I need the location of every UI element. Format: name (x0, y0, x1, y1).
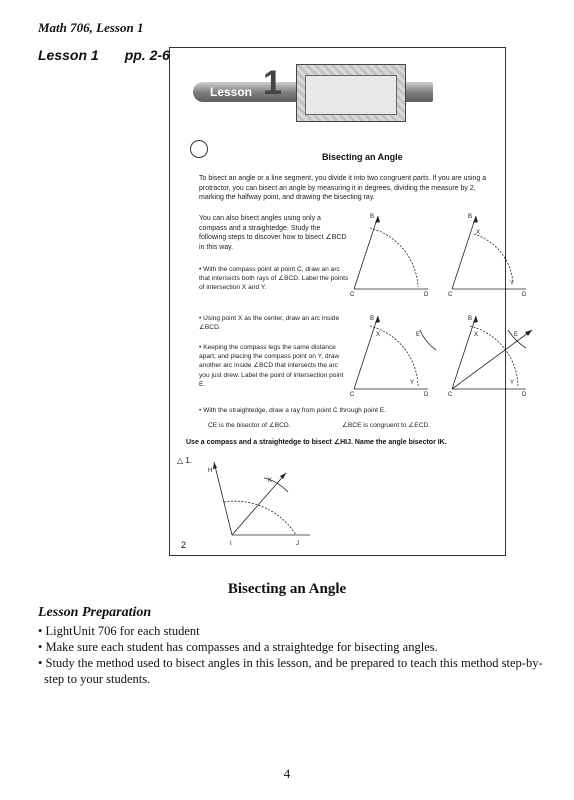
course-header: Math 706, Lesson 1 (38, 20, 144, 35)
label-d1: D (424, 292, 429, 298)
conclusion-congruent: ∠BCE is congruent to ∠ECD. (342, 422, 431, 429)
exercise-instruction: Use a compass and a straightedge to bisect ∠HIJ. Name the angle bisector IK. (186, 439, 447, 446)
label-j: J (296, 541, 299, 547)
list-item: • Study the method used to bisect angles in this lesson, and be prepared to teach this method step-by-step to your students. (38, 656, 543, 686)
banner-number: 1 (263, 64, 282, 102)
compass-intro: You can also bisect angles using only a compass and a straightedge. Study the following steps to discover how to bisect ∠BCD in this way. (199, 215, 347, 251)
preparation-title: Lesson Preparation (38, 605, 152, 620)
intro-paragraph: To bisect an angle or a line segment, you divide it into two congruent parts. If you are using a protractor, you can bisect an angle by measuring it in degrees, dividing the measure by 2, marking the halfway point, and drawing the bisecting ray. (199, 175, 487, 201)
step-2: • Using point X as the center, draw an arc inside ∠BCD. (199, 315, 340, 332)
label-e3: E (416, 332, 421, 338)
label-b4: B (468, 316, 473, 322)
label-b3: B (370, 316, 375, 322)
label-b1: B (370, 214, 375, 220)
label-c1: C (350, 292, 355, 298)
label-k: K (268, 478, 273, 484)
label-e4: E (514, 332, 519, 338)
page-range: pp. 2-6 (124, 47, 170, 63)
conclusion-bisector: CE is the bisector of ∠BCD. (208, 422, 291, 429)
label-c2: C (448, 292, 453, 298)
page-number: 4 (283, 766, 291, 781)
label-c3: C (350, 392, 355, 398)
label-y2: Y (510, 281, 515, 287)
label-y4: Y (510, 380, 515, 386)
step-1: • With the compass point at point C, draw an arc that intersects both rays of ∠BCD. Label the points of intersection X and Y. (199, 266, 349, 292)
label-c4: C (448, 392, 453, 398)
step-4: • With the straightedge, draw a ray from point C through point E. (199, 407, 387, 414)
banner-label: Lesson (210, 85, 253, 99)
label-d2: D (522, 292, 527, 298)
list-item: • Make sure each student has compasses and a straightedge for bisecting angles. (38, 640, 438, 654)
label-x2: X (476, 230, 481, 236)
step-3: • Keeping the compass legs the same distance apart, and placing the compass point on Y, draw another arc inside ∠BCD that intersects the arc you just drew. Label the point of intersection point E. (199, 344, 344, 388)
problem-label: △ 1. (177, 456, 193, 465)
label-d3: D (424, 392, 429, 398)
scan-page-number: 2 (181, 540, 187, 550)
label-d4: D (522, 392, 527, 398)
label-y3: Y (410, 380, 415, 386)
label-x3: X (376, 332, 381, 338)
label-h: H (208, 468, 213, 474)
lesson-label: Lesson 1 (38, 47, 99, 63)
label-x4: X (474, 332, 479, 338)
label-b2: B (468, 214, 473, 220)
preparation-list (38, 623, 558, 687)
label-i: I (230, 541, 232, 547)
figure-caption: Bisecting an Angle (227, 581, 347, 597)
list-item: • LightUnit 706 for each student (38, 624, 200, 638)
scan-title: Bisecting an Angle (322, 152, 403, 162)
